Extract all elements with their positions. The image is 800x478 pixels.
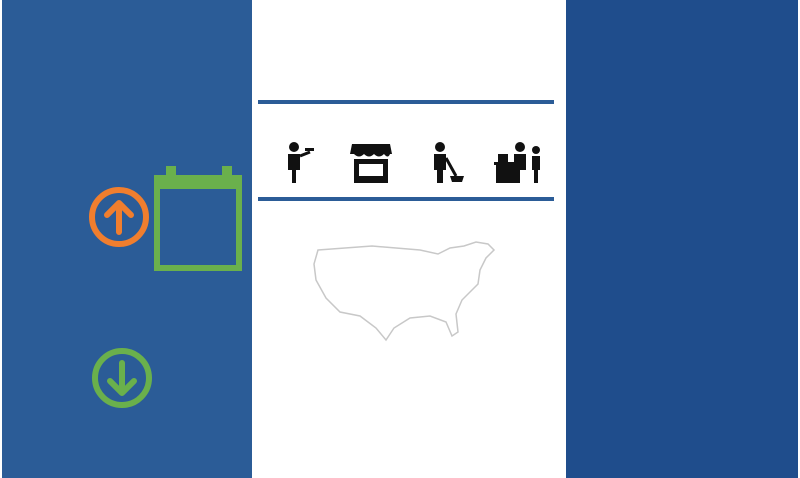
waiter-icon: [274, 140, 314, 184]
calendar-icon: [154, 175, 242, 271]
storefront-icon: [350, 140, 392, 184]
pie-icon: [732, 194, 788, 250]
right-panel: [566, 0, 798, 478]
janitor-icon: [426, 140, 466, 184]
arrow-up-circle-icon: [88, 186, 150, 248]
pie-icon: [732, 254, 788, 310]
divider: [258, 197, 554, 201]
us-map-icon: [310, 236, 502, 346]
middle-panel: [258, 0, 554, 478]
divider: [258, 100, 554, 104]
office-worker-icon: [490, 140, 546, 184]
pie-icon: [656, 254, 712, 310]
pie-icon: [656, 194, 712, 250]
left-panel: [2, 0, 252, 478]
arrow-down-circle-icon: [90, 346, 154, 410]
